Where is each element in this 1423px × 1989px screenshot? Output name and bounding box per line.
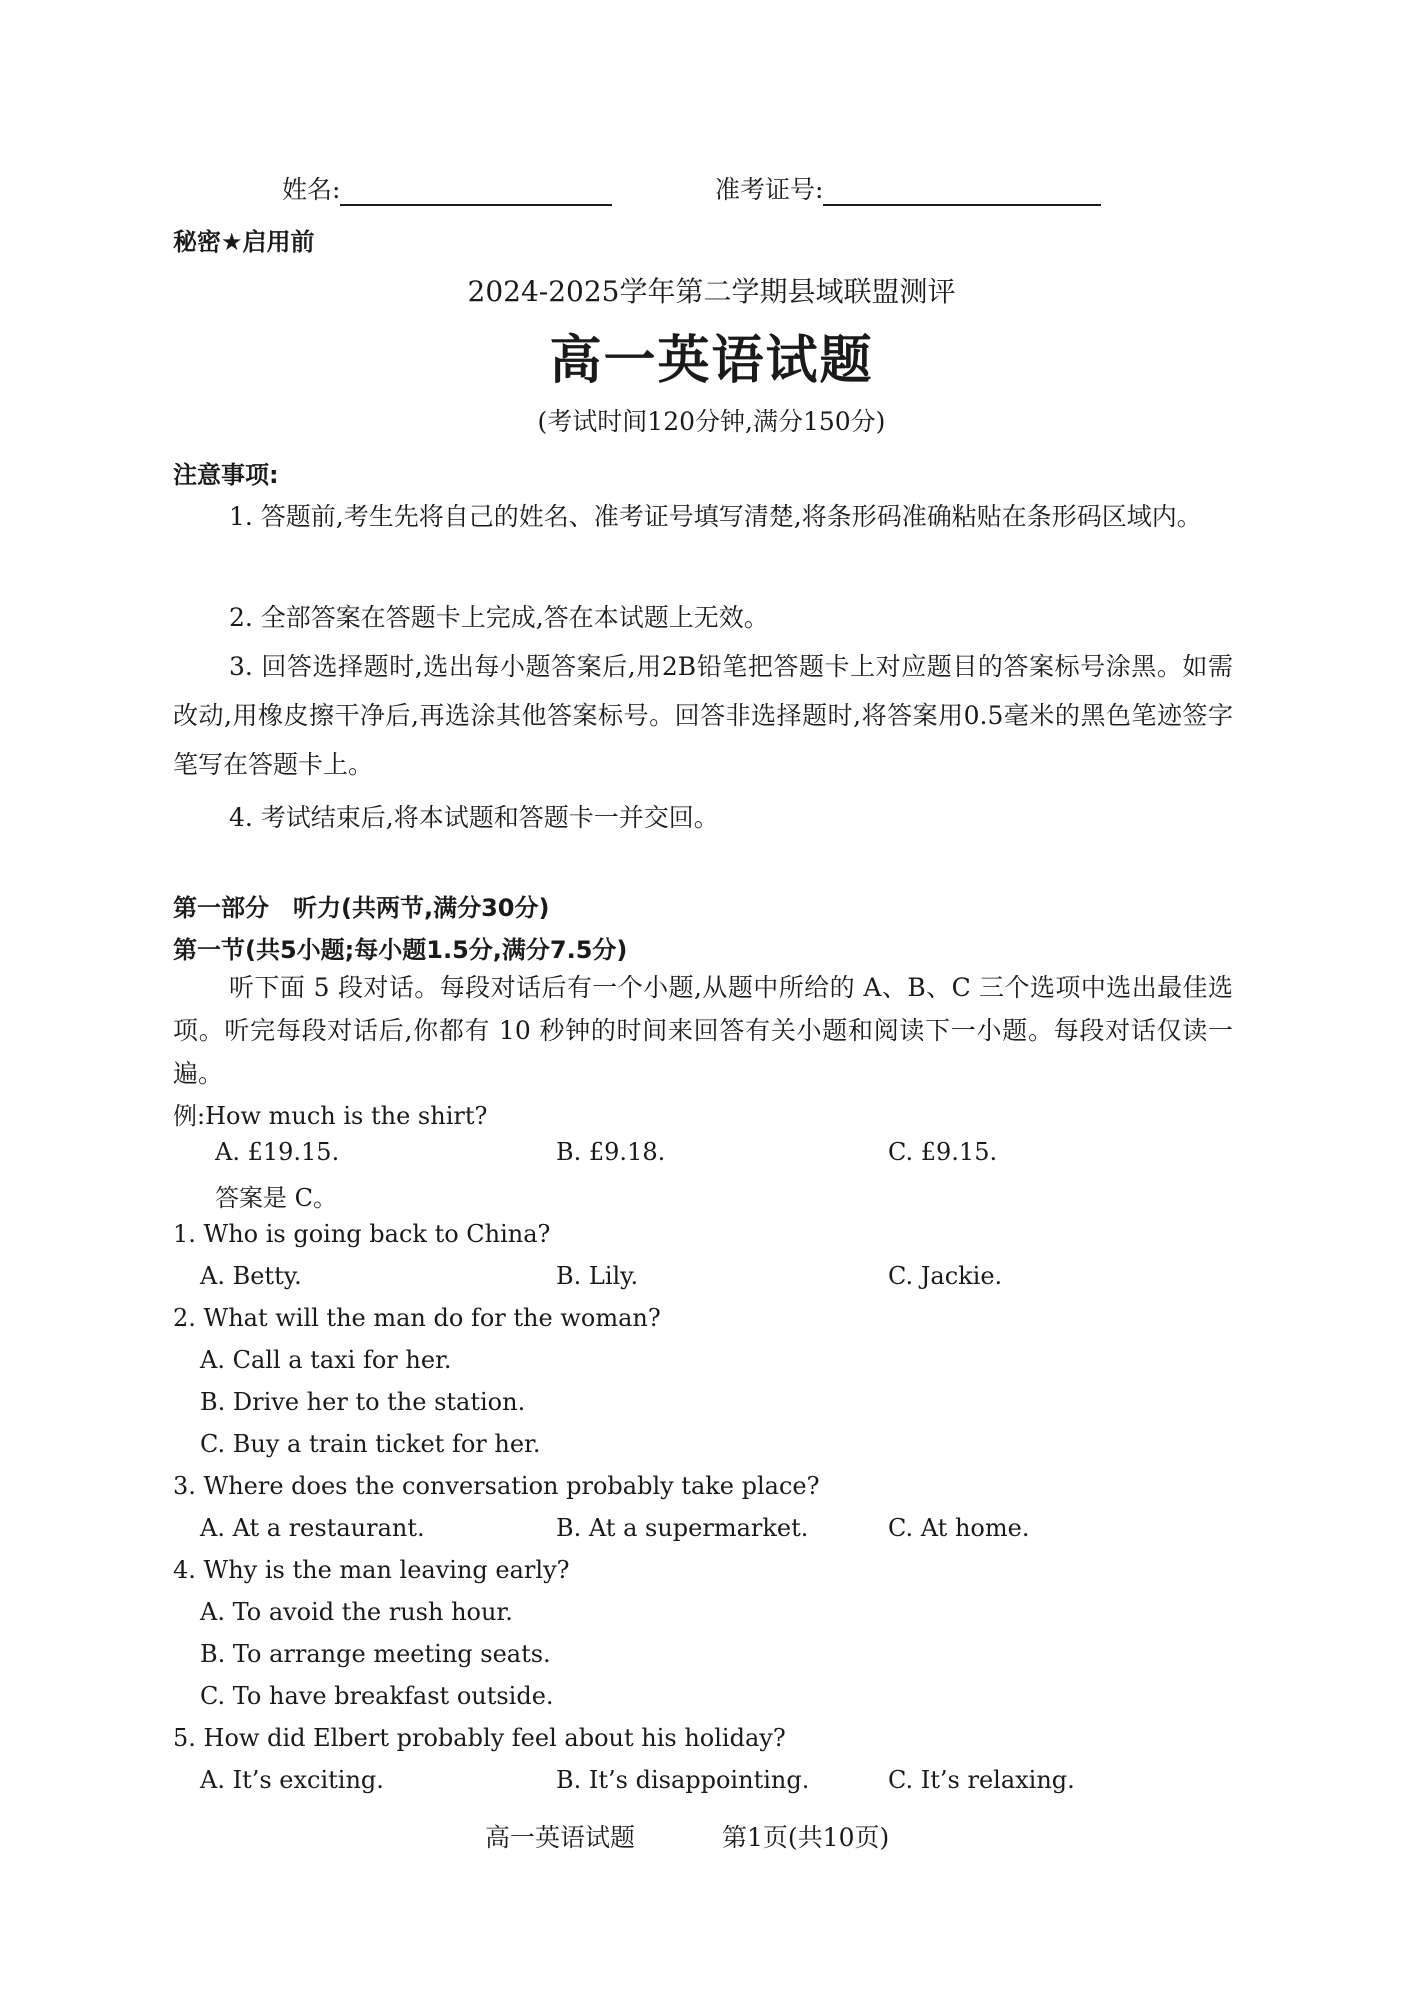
note-item-3: 3. 回答选择题时,选出每小题答案后,用2B铅笔把答题卡上对应题目的答案标号涂黑。如需改动,用橡皮擦干净后,再选涂其他答案标号。回答非选择题时,将答案用0.5毫米的黑色笔迹签字笔写在答题卡上。 xyxy=(173,652,1233,779)
part1-heading: 第一部分 听力(共两节,满分30分) xyxy=(173,894,550,922)
example-question: 例:How much is the shirt? xyxy=(173,1102,488,1130)
section1-heading: 第一节(共5小题;每小题1.5分,满分7.5分) xyxy=(173,936,628,964)
name-label-row xyxy=(282,170,612,206)
question-2: 2. What will the man do for the woman? xyxy=(173,1304,661,1332)
notes-heading: 注意事项: xyxy=(173,461,279,489)
q4-option-c: C. To have breakfast outside. xyxy=(200,1682,554,1710)
page-title: 高一英语试题 xyxy=(549,330,874,391)
question-4: 4. Why is the man leaving early? xyxy=(173,1556,570,1584)
example-option-b: B. £9.18. xyxy=(556,1138,666,1166)
note-item-2: 2. 全部答案在答题卡上完成,答在本试题上无效。 xyxy=(229,603,769,632)
question-3: 3. Where does the conversation probably take place? xyxy=(173,1472,820,1500)
q5-option-c: C. It’s relaxing. xyxy=(888,1766,1075,1794)
secret-label: 秘密★启用前 xyxy=(173,228,315,256)
question-1: 1. Who is going back to China? xyxy=(173,1220,551,1248)
question-5: 5. How did Elbert probably feel about his holiday? xyxy=(173,1724,786,1752)
q1-option-c: C. Jackie. xyxy=(888,1262,1003,1290)
footer-subject: 高一英语试题 xyxy=(485,1823,636,1852)
q3-option-a: A. At a restaurant. xyxy=(200,1514,425,1542)
example-answer: 答案是 C。 xyxy=(215,1184,337,1212)
name-blank[interactable] xyxy=(340,178,612,206)
example-option-a: A. £19.15. xyxy=(215,1138,340,1166)
q2-option-a: A. Call a taxi for her. xyxy=(200,1346,452,1374)
exam-id-label: 准考证号: xyxy=(715,175,824,204)
q2-option-c: C. Buy a train ticket for her. xyxy=(200,1430,541,1458)
id-label-row xyxy=(715,170,1101,206)
q4-option-b: B. To arrange meeting seats. xyxy=(200,1640,551,1668)
q4-option-a: A. To avoid the rush hour. xyxy=(200,1598,513,1626)
q5-option-b: B. It’s disappointing. xyxy=(556,1766,810,1794)
exam-info: (考试时间120分钟,满分150分) xyxy=(537,407,886,436)
footer-page-number: 第1页(共10页) xyxy=(722,1823,890,1852)
q3-option-b: B. At a supermarket. xyxy=(556,1514,809,1542)
exam-id-blank[interactable] xyxy=(823,178,1101,206)
q2-option-b: B. Drive her to the station. xyxy=(200,1388,526,1416)
name-label: 姓名: xyxy=(282,175,341,204)
q1-option-a: A. Betty. xyxy=(200,1262,302,1290)
section1-instructions: 听下面 5 段对话。每段对话后有一个小题,从题中所给的 A、B、C 三个选项中选出最佳选项。听完每段对话后,你都有 10 秒钟的时间来回答有关小题和阅读下一小题。每段对话仅读一遍。 xyxy=(173,973,1233,1088)
q1-option-b: B. Lily. xyxy=(556,1262,639,1290)
q5-option-a: A. It’s exciting. xyxy=(200,1766,384,1794)
example-option-c: C. £9.15. xyxy=(888,1138,998,1166)
note-item-1: 1. 答题前,考生先将自己的姓名、准考证号填写清楚,将条形码准确粘贴在条形码区域内。 xyxy=(229,502,1202,531)
exam-subtitle: 2024-2025学年第二学期县域联盟测评 xyxy=(467,275,956,308)
q3-option-c: C. At home. xyxy=(888,1514,1030,1542)
note-item-4: 4. 考试结束后,将本试题和答题卡一并交回。 xyxy=(229,803,719,832)
